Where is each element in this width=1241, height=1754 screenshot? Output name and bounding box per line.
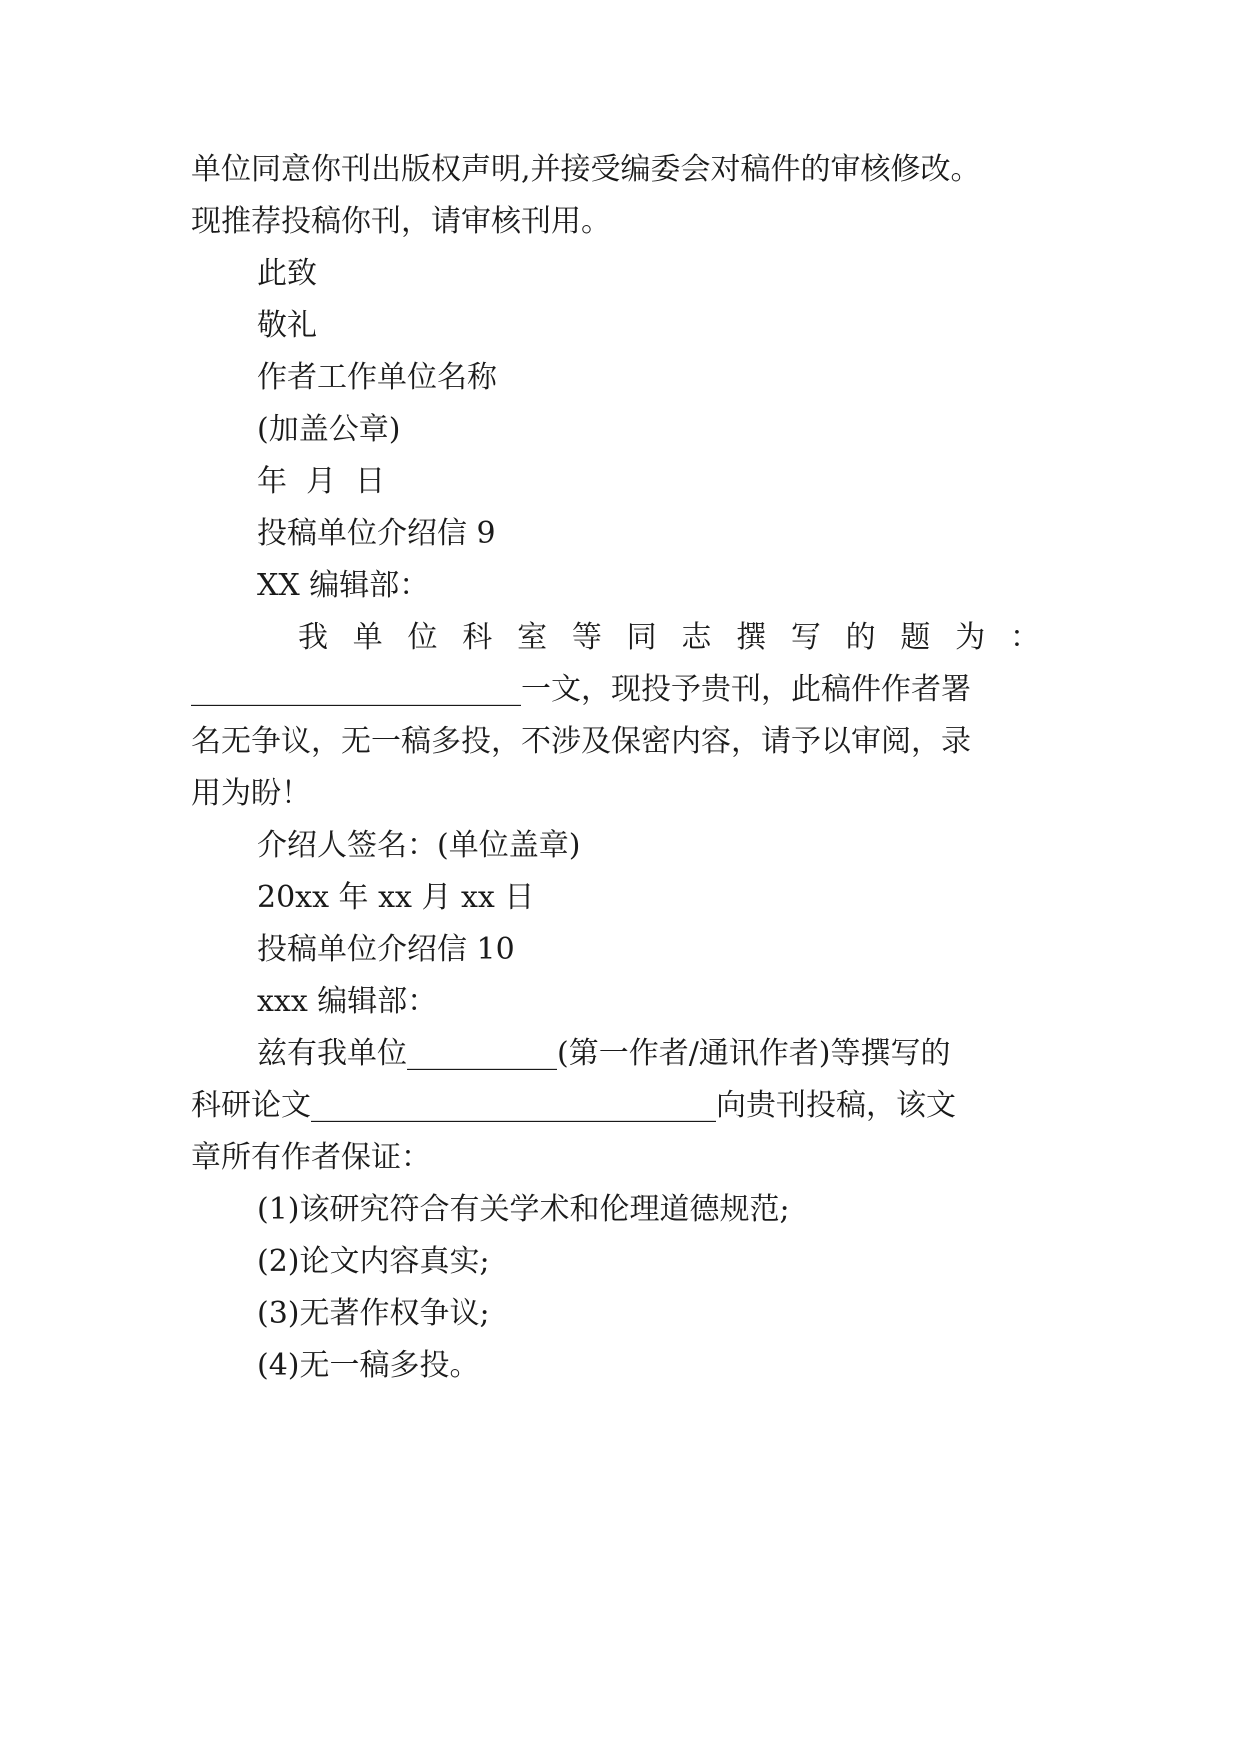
justified-text bbox=[298, 618, 1040, 658]
justified-char: 科 bbox=[462, 620, 493, 655]
justified-char: 等 bbox=[571, 620, 602, 655]
list-item: (3)无著作权争议; bbox=[257, 1296, 490, 1331]
seal-note: (加盖公章) bbox=[257, 412, 401, 447]
body-line-justified bbox=[298, 618, 1040, 658]
justified-char: 位 bbox=[407, 620, 438, 655]
list-item: (4)无一稿多投。 bbox=[257, 1348, 480, 1383]
body-line: ______________________一文，现投予贵刊，此稿件作者署 bbox=[191, 672, 971, 707]
signature-line: 介绍人签名：(单位盖章) bbox=[257, 828, 581, 863]
justified-char: 我 bbox=[298, 620, 328, 655]
justified-char: 的 bbox=[845, 620, 876, 655]
signature-unit-name: 作者工作单位名称 bbox=[257, 360, 497, 395]
date-line: 20xx 年 xx 月 xx 日 bbox=[257, 880, 535, 915]
justified-char: 为 bbox=[955, 620, 986, 655]
justified-char: ： bbox=[1009, 620, 1040, 655]
closing-salutation: 此致 bbox=[257, 256, 317, 291]
body-line: 现推荐投稿你刊，请审核刊用。 bbox=[191, 204, 611, 239]
body-line: 单位同意你刊出版权声明,并接受编委会对稿件的审核修改。 bbox=[191, 152, 981, 187]
recipient-line: XX 编辑部： bbox=[257, 568, 430, 603]
justified-char: 室 bbox=[517, 620, 548, 655]
date-line: 年 月 日 bbox=[257, 464, 386, 499]
closing-salutation: 敬礼 bbox=[257, 308, 317, 343]
body-line: 用为盼！ bbox=[191, 776, 311, 811]
section-heading: 投稿单位介绍信 10 bbox=[257, 932, 515, 967]
justified-char: 单 bbox=[352, 620, 383, 655]
justified-char: 题 bbox=[900, 620, 931, 655]
justified-char: 写 bbox=[790, 620, 821, 655]
recipient-line: xxx 编辑部： bbox=[257, 984, 438, 1019]
body-line: 科研论文___________________________向贵刊投稿，该文 bbox=[191, 1088, 956, 1123]
justified-char: 撰 bbox=[736, 620, 767, 655]
justified-char: 同 bbox=[626, 620, 657, 655]
list-item: (1)该研究符合有关学术和伦理道德规范; bbox=[257, 1192, 790, 1227]
body-line: 名无争议，无一稿多投，不涉及保密内容，请予以审阅，录 bbox=[191, 724, 971, 759]
list-item: (2)论文内容真实; bbox=[257, 1244, 490, 1279]
justified-char: 志 bbox=[681, 620, 712, 655]
body-line: 兹有我单位__________(第一作者/通讯作者)等撰写的 bbox=[257, 1036, 951, 1071]
section-heading: 投稿单位介绍信 9 bbox=[257, 516, 496, 551]
body-line: 章所有作者保证： bbox=[191, 1140, 431, 1175]
